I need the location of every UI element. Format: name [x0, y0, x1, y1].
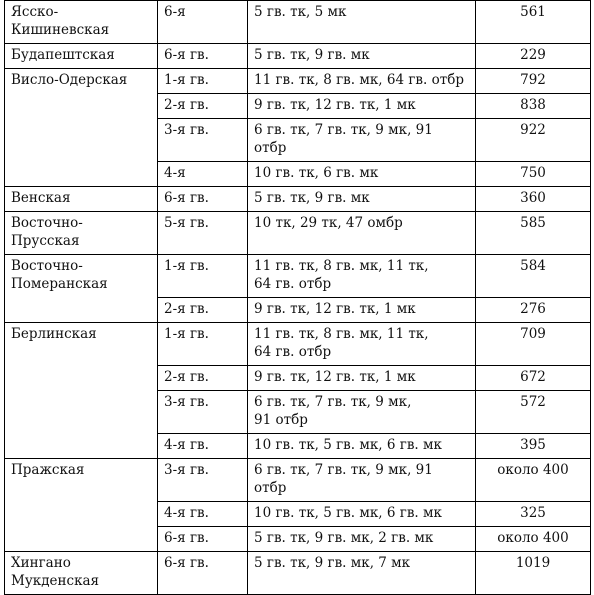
composition-cell: 9 гв. тк, 12 гв. тк, 1 мк [248, 94, 476, 119]
operation-name-cell: Ясско- Кишиневская [5, 1, 158, 44]
composition-cell: 9 гв. тк, 12 гв. тк, 1 мк [248, 298, 476, 323]
tank-count-cell: 229 [476, 44, 591, 69]
composition-cell: 10 гв. тк, 6 гв. мк [248, 162, 476, 187]
composition-cell: 6 гв. тк, 7 гв. тк, 9 мк, 91 отбр [248, 459, 476, 502]
army-cell: 2-я гв. [158, 94, 248, 119]
tank-count-cell: 572 [476, 391, 591, 434]
tank-count-cell: 585 [476, 212, 591, 255]
operation-name-cell: Хингано Мукденская [5, 552, 158, 595]
composition-cell: 5 гв. тк, 9 гв. мк, 2 гв. мк [248, 527, 476, 552]
tank-count-cell: около 400 [476, 459, 591, 502]
army-cell: 6-я гв. [158, 552, 248, 595]
composition-cell: 11 гв. тк, 8 гв. мк, 64 гв. отбр [248, 69, 476, 94]
composition-cell: 6 гв. тк, 7 гв. тк, 9 мк, 91 отбр [248, 119, 476, 162]
tank-count-cell: 561 [476, 1, 591, 44]
table-row [5, 44, 591, 69]
army-cell: 4-я гв. [158, 434, 248, 459]
army-cell: 6-я гв. [158, 527, 248, 552]
operations-table [4, 0, 591, 595]
army-cell: 3-я гв. [158, 119, 248, 162]
tank-count-cell: 276 [476, 298, 591, 323]
army-cell: 3-я гв. [158, 459, 248, 502]
operation-name-cell: Венская [5, 187, 158, 212]
tank-count-cell: 922 [476, 119, 591, 162]
army-cell: 2-я гв. [158, 298, 248, 323]
composition-cell: 10 гв. тк, 5 гв. мк, 6 гв. мк [248, 434, 476, 459]
composition-cell: 5 гв. тк, 5 мк [248, 1, 476, 44]
tank-count-cell: 709 [476, 323, 591, 366]
army-cell: 5-я гв. [158, 212, 248, 255]
army-cell: 4-я [158, 162, 248, 187]
tank-count-cell: 360 [476, 187, 591, 212]
table-row [5, 1, 591, 44]
composition-cell: 6 гв. тк, 7 гв. тк, 9 мк, 91 отбр [248, 391, 476, 434]
table-row [5, 459, 591, 502]
table-row [5, 255, 591, 298]
tank-count-cell: 672 [476, 366, 591, 391]
tank-count-cell: 792 [476, 69, 591, 94]
table-row [5, 552, 591, 595]
composition-cell: 10 тк, 29 тк, 47 омбр [248, 212, 476, 255]
composition-cell: 5 гв. тк, 9 гв. мк [248, 44, 476, 69]
tank-count-cell: 750 [476, 162, 591, 187]
composition-cell: 5 гв. тк, 9 гв. мк, 7 мк [248, 552, 476, 595]
army-cell: 6-я гв. [158, 187, 248, 212]
tank-count-cell: 584 [476, 255, 591, 298]
tank-count-cell: около 400 [476, 527, 591, 552]
table-row [5, 323, 591, 366]
table-row [5, 187, 591, 212]
table-row [5, 69, 591, 94]
tank-count-cell: 395 [476, 434, 591, 459]
operation-name-cell: Пражская [5, 459, 158, 552]
army-cell: 1-я гв. [158, 255, 248, 298]
composition-cell: 10 гв. тк, 5 гв. мк, 6 гв. мк [248, 502, 476, 527]
operation-name-cell: Восточно- Померанская [5, 255, 158, 323]
composition-cell: 5 гв. тк, 9 гв. мк [248, 187, 476, 212]
operation-name-cell: Будапештская [5, 44, 158, 69]
tank-count-cell: 325 [476, 502, 591, 527]
operations-table-body [5, 1, 591, 595]
army-cell: 3-я гв. [158, 391, 248, 434]
operation-name-cell: Берлинская [5, 323, 158, 459]
army-cell: 6-я гв. [158, 44, 248, 69]
army-cell: 1-я гв. [158, 323, 248, 366]
table-row [5, 212, 591, 255]
tank-count-cell: 838 [476, 94, 591, 119]
army-cell: 6-я [158, 1, 248, 44]
operation-name-cell: Висло-Одерская [5, 69, 158, 187]
operation-name-cell: Восточно- Прусская [5, 212, 158, 255]
composition-cell: 11 гв. тк, 8 гв. мк, 11 тк, 64 гв. отбр [248, 323, 476, 366]
army-cell: 1-я гв. [158, 69, 248, 94]
composition-cell: 9 гв. тк, 12 гв. тк, 1 мк [248, 366, 476, 391]
army-cell: 4-я гв. [158, 502, 248, 527]
tank-count-cell: 1019 [476, 552, 591, 595]
composition-cell: 11 гв. тк, 8 гв. мк, 11 тк, 64 гв. отбр [248, 255, 476, 298]
army-cell: 2-я гв. [158, 366, 248, 391]
